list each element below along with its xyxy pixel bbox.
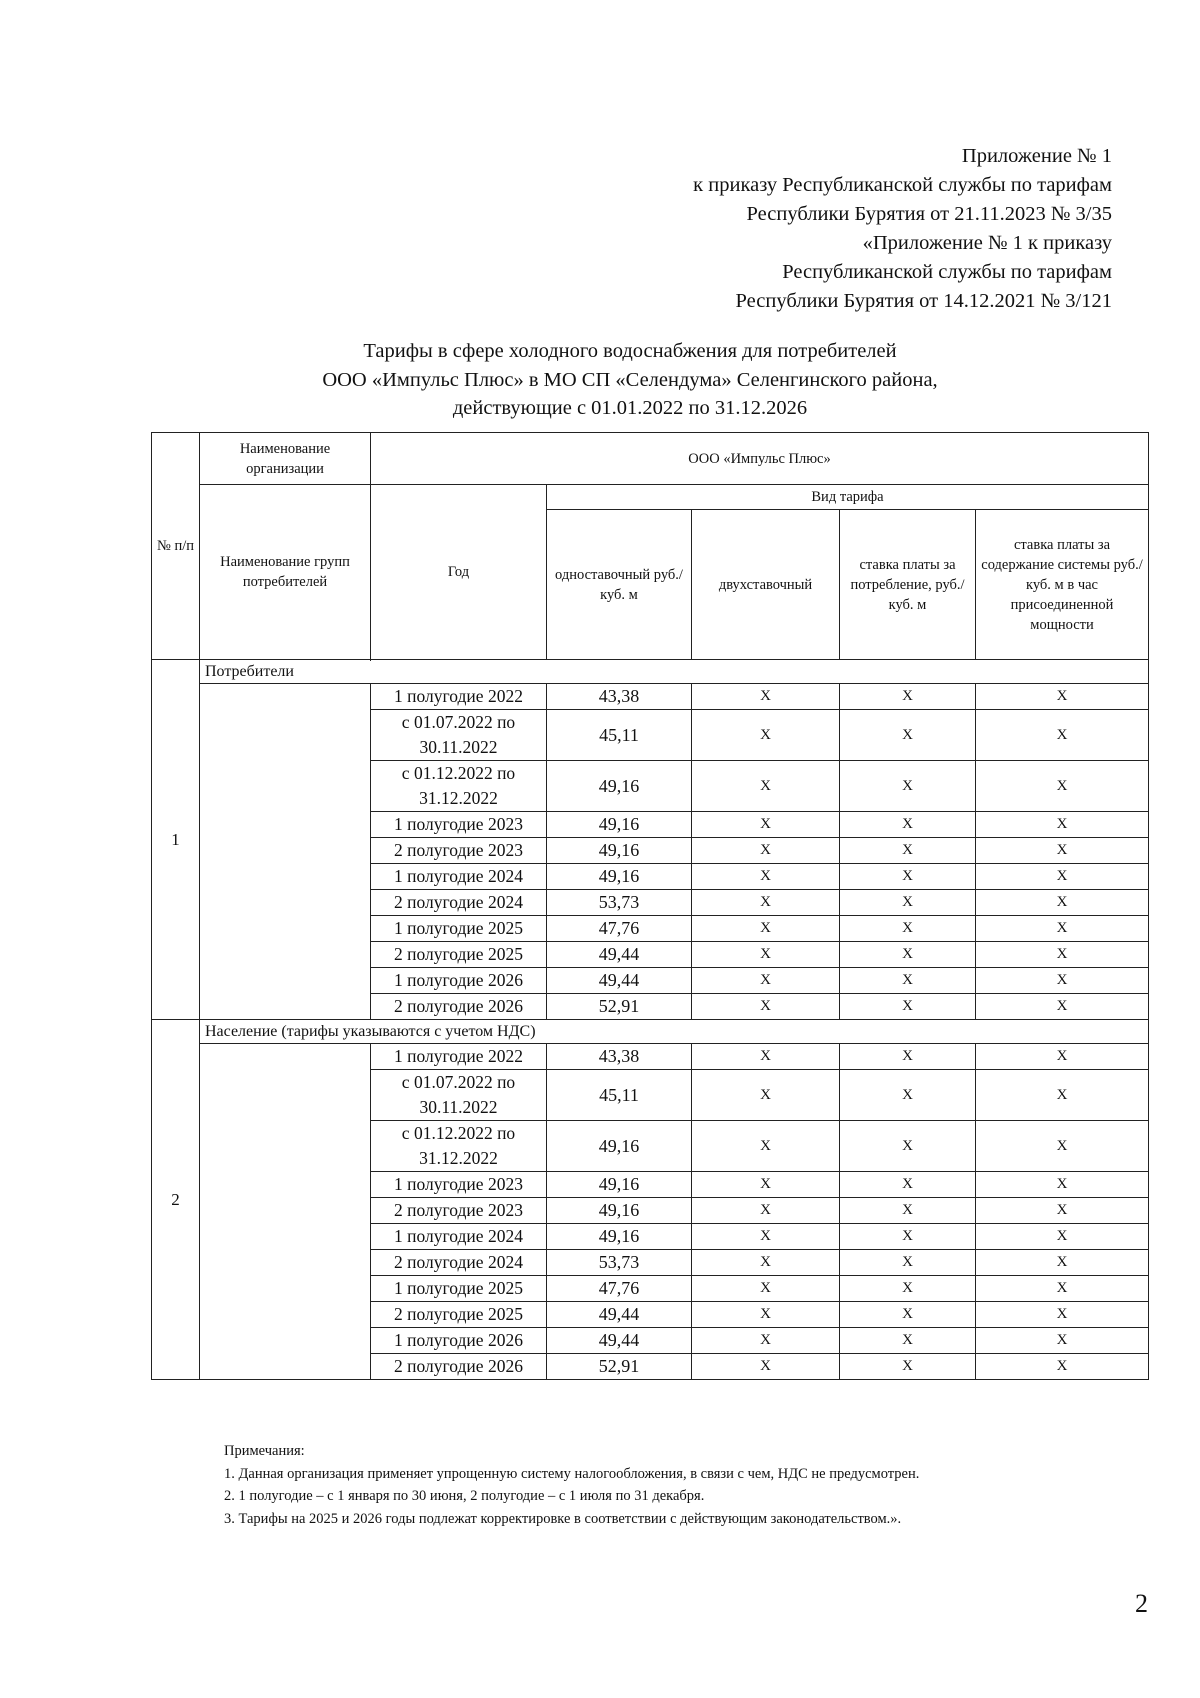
consumption-rate-cell: X	[840, 1328, 976, 1354]
period-cell: 2 полугодие 2026	[371, 994, 547, 1020]
header-line: Республиканской службы по тарифам	[782, 261, 1112, 283]
period-cell: 1 полугодие 2025	[371, 916, 547, 942]
group-index: 2	[152, 1020, 200, 1380]
period-cell: 1 полугодие 2024	[371, 1224, 547, 1250]
period-cell: с 01.12.2022 по 31.12.2022	[371, 1121, 547, 1172]
consumption-rate-cell: X	[840, 968, 976, 994]
single-rate-cell: 43,38	[547, 684, 692, 710]
maintenance-rate-cell: X	[976, 994, 1149, 1020]
period-cell: 1 полугодие 2024	[371, 864, 547, 890]
maintenance-rate-cell: X	[976, 1250, 1149, 1276]
single-rate-cell: 45,11	[547, 1070, 692, 1121]
double-rate-cell: X	[692, 916, 840, 942]
consumption-rate-cell: X	[840, 1172, 976, 1198]
maintenance-rate-cell: X	[976, 1121, 1149, 1172]
period-cell: 2 полугодие 2024	[371, 1250, 547, 1276]
double-rate-cell: X	[692, 812, 840, 838]
group-consumers-cell	[200, 684, 371, 1020]
header-line: Республики Бурятия от 14.12.2021 № 3/121	[735, 290, 1112, 312]
document-header	[693, 142, 1112, 316]
double-rate-cell: X	[692, 1276, 840, 1302]
column-header-maintenance-rate: ставка платы за содержание системы руб./куб. м в час присоединенной мощности	[976, 510, 1149, 660]
period-cell: 2 полугодие 2024	[371, 890, 547, 916]
column-header-groups: Наименование групп потребителей	[200, 485, 371, 660]
maintenance-rate-cell: X	[976, 942, 1149, 968]
maintenance-rate-cell: X	[976, 1276, 1149, 1302]
single-rate-cell: 49,16	[547, 1224, 692, 1250]
maintenance-rate-cell: X	[976, 1302, 1149, 1328]
consumption-rate-cell: X	[840, 1198, 976, 1224]
single-rate-cell: 53,73	[547, 1250, 692, 1276]
single-rate-cell: 49,44	[547, 942, 692, 968]
maintenance-rate-cell: X	[976, 1198, 1149, 1224]
maintenance-rate-cell: X	[976, 890, 1149, 916]
maintenance-rate-cell: X	[976, 1044, 1149, 1070]
double-rate-cell: X	[692, 968, 840, 994]
maintenance-rate-cell: X	[976, 1328, 1149, 1354]
maintenance-rate-cell: X	[976, 812, 1149, 838]
double-rate-cell: X	[692, 1328, 840, 1354]
column-header-org-name: Наименование организации	[200, 433, 371, 485]
period-cell: 2 полугодие 2025	[371, 942, 547, 968]
period-cell: 1 полугодие 2023	[371, 812, 547, 838]
double-rate-cell: X	[692, 994, 840, 1020]
single-rate-cell: 49,44	[547, 1328, 692, 1354]
table-row	[152, 1044, 1149, 1070]
column-header-consumption-rate: ставка платы за потребление, руб./ куб. м	[840, 510, 976, 660]
double-rate-cell: X	[692, 710, 840, 761]
single-rate-cell: 53,73	[547, 890, 692, 916]
period-cell: 2 полугодие 2025	[371, 1302, 547, 1328]
header-line: Республики Бурятия от 21.11.2023 № 3/35	[746, 203, 1112, 225]
single-rate-cell: 49,16	[547, 864, 692, 890]
notes-section	[224, 1440, 919, 1530]
title-line: действующие с 01.01.2022 по 31.12.2026	[452, 397, 808, 419]
consumption-rate-cell: X	[840, 684, 976, 710]
period-cell: 1 полугодие 2026	[371, 1328, 547, 1354]
double-rate-cell: X	[692, 838, 840, 864]
maintenance-rate-cell: X	[976, 1172, 1149, 1198]
column-header-double-rate: двухставочный	[692, 510, 840, 660]
maintenance-rate-cell: X	[976, 916, 1149, 942]
period-cell: с 01.07.2022 по 30.11.2022	[371, 710, 547, 761]
period-cell: 1 полугодие 2023	[371, 1172, 547, 1198]
double-rate-cell: X	[692, 1172, 840, 1198]
group-index: 1	[152, 660, 200, 1020]
consumption-rate-cell: X	[840, 838, 976, 864]
group-name: Население (тарифы указываются с учетом НДС)	[200, 1020, 1149, 1044]
consumption-rate-cell: X	[840, 1250, 976, 1276]
maintenance-rate-cell: X	[976, 1070, 1149, 1121]
maintenance-rate-cell: X	[976, 1354, 1149, 1380]
column-header-tariff-type: Вид тарифа	[547, 485, 1149, 510]
single-rate-cell: 49,16	[547, 812, 692, 838]
consumption-rate-cell: X	[840, 1276, 976, 1302]
double-rate-cell: X	[692, 1354, 840, 1380]
period-cell: 1 полугодие 2026	[371, 968, 547, 994]
double-rate-cell: X	[692, 1198, 840, 1224]
consumption-rate-cell: X	[840, 812, 976, 838]
double-rate-cell: X	[692, 1224, 840, 1250]
group-name: Потребители	[200, 660, 1149, 684]
single-rate-cell: 52,91	[547, 1354, 692, 1380]
note-item: 3. Тарифы на 2025 и 2026 годы подлежат корректировке в соответствии с действующим законодательством.».	[224, 1510, 902, 1527]
maintenance-rate-cell: X	[976, 1224, 1149, 1250]
header-line: Приложение № 1	[961, 145, 1112, 167]
period-cell: 1 полугодие 2025	[371, 1276, 547, 1302]
consumption-rate-cell: X	[840, 864, 976, 890]
tariff-table	[151, 432, 1149, 1380]
double-rate-cell: X	[692, 942, 840, 968]
group-consumers-cell	[200, 1044, 371, 1380]
consumption-rate-cell: X	[840, 1121, 976, 1172]
note-item: 1. Данная организация применяет упрощенную систему налогообложения, в связи с чем, НДС не предусмотрен.	[224, 1465, 920, 1482]
consumption-rate-cell: X	[840, 916, 976, 942]
maintenance-rate-cell: X	[976, 968, 1149, 994]
single-rate-cell: 49,16	[547, 1198, 692, 1224]
double-rate-cell: X	[692, 1302, 840, 1328]
single-rate-cell: 49,16	[547, 838, 692, 864]
double-rate-cell: X	[692, 1044, 840, 1070]
period-cell: 1 полугодие 2022	[371, 1044, 547, 1070]
notes-heading: Примечания:	[224, 1443, 305, 1459]
period-cell: 2 полугодие 2023	[371, 1198, 547, 1224]
consumption-rate-cell: X	[840, 1224, 976, 1250]
double-rate-cell: X	[692, 1250, 840, 1276]
double-rate-cell: X	[692, 1070, 840, 1121]
consumption-rate-cell: X	[840, 942, 976, 968]
period-cell: 2 полугодие 2023	[371, 838, 547, 864]
period-cell: 1 полугодие 2022	[371, 684, 547, 710]
single-rate-cell: 49,44	[547, 968, 692, 994]
single-rate-cell: 49,16	[547, 761, 692, 812]
consumption-rate-cell: X	[840, 1070, 976, 1121]
column-header-number: № п/п	[152, 433, 200, 660]
single-rate-cell: 43,38	[547, 1044, 692, 1070]
period-cell: с 01.07.2022 по 30.11.2022	[371, 1070, 547, 1121]
single-rate-cell: 49,16	[547, 1121, 692, 1172]
org-name-value: ООО «Импульс Плюс»	[371, 433, 1149, 485]
note-item: 2. 1 полугодие – с 1 января по 30 июня, 2 полугодие – с 1 июля по 31 декабря.	[224, 1488, 705, 1504]
single-rate-cell: 52,91	[547, 994, 692, 1020]
single-rate-cell: 49,16	[547, 1172, 692, 1198]
maintenance-rate-cell: X	[976, 761, 1149, 812]
table-row	[152, 684, 1149, 710]
period-cell: с 01.12.2022 по 31.12.2022	[371, 761, 547, 812]
consumption-rate-cell: X	[840, 1044, 976, 1070]
double-rate-cell: X	[692, 890, 840, 916]
single-rate-cell: 47,76	[547, 1276, 692, 1302]
header-line: «Приложение № 1 к приказу	[862, 232, 1112, 254]
column-header-single-rate: одноставочный руб./ куб. м	[547, 510, 692, 660]
period-cell: 2 полугодие 2026	[371, 1354, 547, 1380]
consumption-rate-cell: X	[840, 1302, 976, 1328]
page-number: 2	[1135, 1589, 1148, 1618]
consumption-rate-cell: X	[840, 710, 976, 761]
title-line: ООО «Импульс Плюс» в МО СП «Селендума» Селенгинского района,	[322, 368, 938, 391]
title-line: Тарифы в сфере холодного водоснабжения для потребителей	[363, 340, 897, 362]
column-header-year: Год	[371, 485, 547, 660]
double-rate-cell: X	[692, 864, 840, 890]
double-rate-cell: X	[692, 761, 840, 812]
document-title	[150, 337, 1110, 423]
maintenance-rate-cell: X	[976, 710, 1149, 761]
consumption-rate-cell: X	[840, 994, 976, 1020]
double-rate-cell: X	[692, 1121, 840, 1172]
header-line: к приказу Республиканской службы по тарифам	[693, 174, 1112, 196]
single-rate-cell: 47,76	[547, 916, 692, 942]
maintenance-rate-cell: X	[976, 684, 1149, 710]
consumption-rate-cell: X	[840, 890, 976, 916]
double-rate-cell: X	[692, 684, 840, 710]
maintenance-rate-cell: X	[976, 864, 1149, 890]
consumption-rate-cell: X	[840, 761, 976, 812]
single-rate-cell: 49,44	[547, 1302, 692, 1328]
consumption-rate-cell: X	[840, 1354, 976, 1380]
maintenance-rate-cell: X	[976, 838, 1149, 864]
single-rate-cell: 45,11	[547, 710, 692, 761]
